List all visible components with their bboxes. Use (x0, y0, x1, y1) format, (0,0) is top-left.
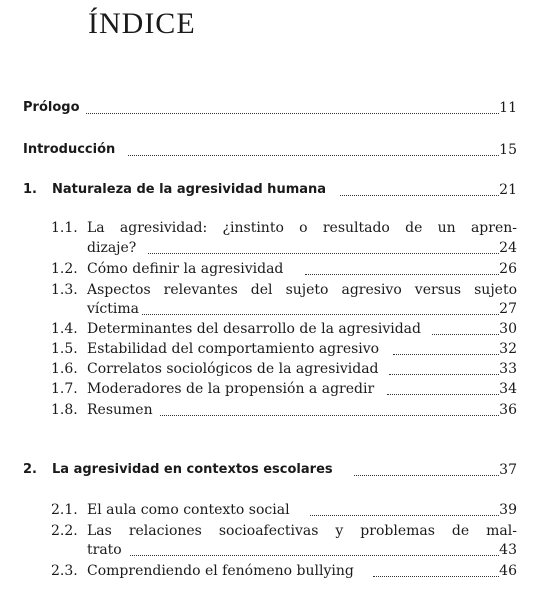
toc-entry-number: 1.5. (51, 341, 78, 357)
leader-dots (340, 195, 499, 196)
toc-section-2-1[interactable] (0, 500, 539, 520)
toc-entry-label-line2: víctima (87, 301, 139, 317)
toc-section-1-1-cont[interactable] (0, 238, 539, 258)
toc-entry-label-line2: trato (87, 542, 122, 558)
toc-entry-label-line1: La agresividad: ¿instinto o resultado de un apren- (87, 220, 517, 236)
toc-section-2-2-cont[interactable] (0, 540, 539, 560)
toc-page-number: 46 (499, 563, 517, 579)
leader-dots (373, 576, 499, 577)
toc-chapter-2[interactable] (0, 460, 539, 480)
leader-dots (393, 354, 499, 355)
leader-dots (148, 253, 499, 254)
toc-page-number: 34 (499, 381, 517, 397)
toc-entry-label: El aula como contexto social (87, 502, 290, 518)
toc-entry-number: 1.7. (51, 381, 78, 397)
leader-dots (389, 374, 499, 375)
toc-entry-number: 1. (23, 182, 37, 197)
toc-section-2-2[interactable] (0, 521, 539, 541)
toc-entry-label: Estabilidad del comportamiento agresivo (87, 341, 380, 357)
toc-entry-number: 1.2. (51, 261, 78, 277)
toc-entry-number: 2.3. (51, 563, 78, 579)
toc-section-1-6[interactable] (0, 359, 539, 379)
toc-section-1-4[interactable] (0, 319, 539, 339)
toc-entry-number: 2.2. (51, 523, 78, 539)
toc-entry-label: Determinantes del desarrollo de la agresividad (87, 321, 421, 337)
toc-page-number: 32 (499, 341, 517, 357)
toc-section-1-2[interactable] (0, 259, 539, 279)
leader-dots (160, 415, 499, 416)
toc-entry-introduccion[interactable] (0, 140, 539, 160)
toc-entry-number: 1.4. (51, 321, 78, 337)
toc-page-number: 39 (499, 502, 517, 518)
toc-section-1-3[interactable] (0, 280, 539, 300)
toc-page-number: 27 (499, 301, 517, 317)
toc-entry-number: 2. (23, 462, 37, 477)
leader-dots (432, 334, 499, 335)
toc-entry-label: Moderadores de la propensión a agredir (87, 381, 375, 397)
toc-entry-label: Comprendiendo el fenómeno bullying (87, 563, 354, 579)
page-title: ÍNDICE (88, 7, 196, 40)
leader-dots (310, 515, 499, 516)
toc-page-number: 36 (499, 402, 517, 418)
toc-entry-label: Naturaleza de la agresividad humana (52, 182, 327, 197)
leader-dots (128, 155, 499, 156)
toc-entry-label: Cómo definir la agresividad (87, 261, 284, 277)
leader-dots (142, 314, 499, 315)
toc-entry-number: 1.6. (51, 361, 78, 377)
toc-entry-label-line2: dizaje? (87, 240, 137, 256)
toc-entry-label: La agresividad en contextos escolares (52, 462, 333, 477)
toc-entry-label: Prólogo (23, 100, 80, 115)
toc-section-1-1[interactable] (0, 218, 539, 238)
toc-entry-number: 1.3. (51, 282, 78, 298)
toc-entry-label-line1: Las relaciones socioafectivas y problemas de mal- (87, 523, 517, 539)
toc-section-1-3-cont[interactable] (0, 299, 539, 319)
toc-entry-prologo[interactable] (0, 98, 539, 118)
toc-entry-number: 2.1. (51, 502, 78, 518)
toc-page-number: 33 (499, 361, 517, 377)
leader-dots (305, 274, 499, 275)
toc-page-number: 21 (499, 182, 517, 198)
toc-chapter-1[interactable] (0, 180, 539, 200)
toc-page-number: 30 (499, 321, 517, 337)
toc-page-number: 15 (499, 142, 517, 158)
leader-dots (387, 394, 499, 395)
leader-dots (130, 555, 499, 556)
toc-section-2-3[interactable] (0, 561, 539, 581)
leader-dots (86, 113, 499, 114)
toc-section-1-7[interactable] (0, 379, 539, 399)
toc-entry-label: Introducción (23, 142, 116, 157)
toc-entry-number: 1.1. (51, 220, 78, 236)
toc-entry-label: Correlatos sociológicos de la agresividad (87, 361, 379, 377)
toc-page-number: 11 (499, 100, 517, 116)
toc-entry-label: Resumen (87, 402, 153, 418)
toc-page-number: 43 (499, 542, 517, 558)
toc-section-1-5[interactable] (0, 339, 539, 359)
toc-page-number: 37 (499, 462, 517, 478)
toc-entry-number: 1.8. (51, 402, 78, 418)
toc-page-number: 24 (499, 240, 517, 256)
leader-dots (354, 475, 499, 476)
toc-entry-label-line1: Aspectos relevantes del sujeto agresivo versus sujeto (87, 282, 517, 298)
toc-section-1-8[interactable] (0, 400, 539, 420)
toc-page-number: 26 (499, 261, 517, 277)
